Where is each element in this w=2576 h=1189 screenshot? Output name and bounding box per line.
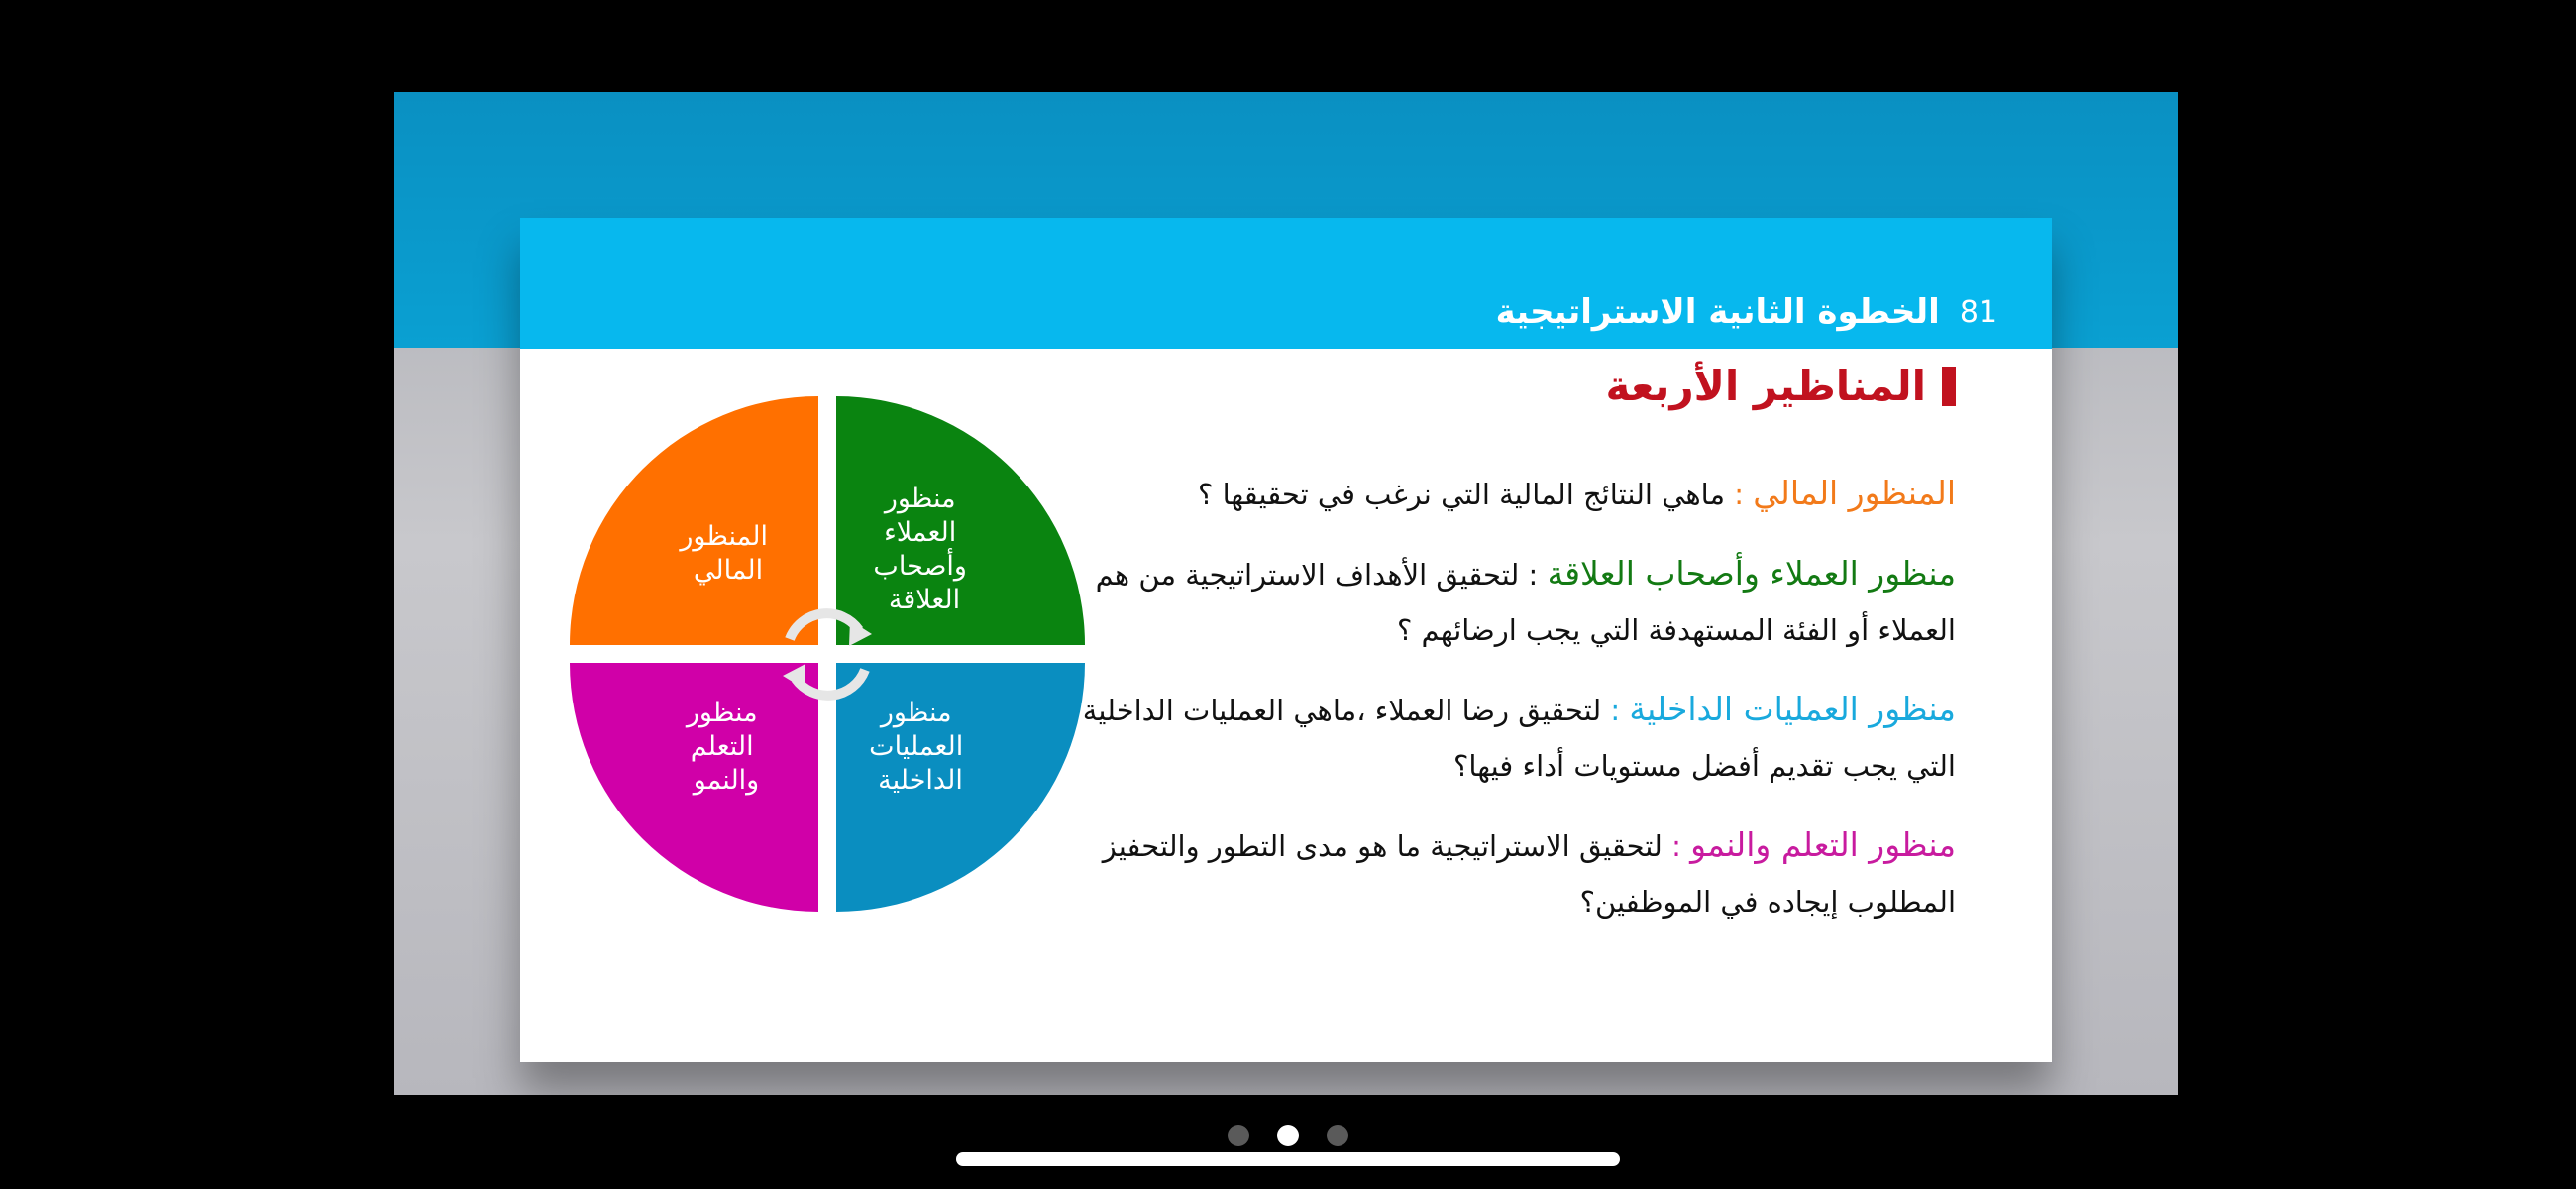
perspective-internal: منظور العمليات الداخلية : لتحقيق رضا العملاء ،ماهي العمليات الداخلية التي يجب تقديم أفضل مستويات أداء فيها؟ <box>1082 690 1956 783</box>
four-perspectives-diagram <box>570 396 1085 912</box>
perspective-body: لتحقيق الأهداف الاستراتيجية من هم العملاء أو الفئة المستهدفة التي يجب ارضائهم ؟ <box>1095 558 1956 647</box>
quadrant-label-internal: منظور العمليات الداخلية <box>869 698 964 796</box>
page-dot[interactable] <box>1228 1125 1249 1146</box>
perspectives-text <box>1064 466 1956 953</box>
perspective-customers: منظور العملاء وأصحاب العلاقة : لتحقيق الأهداف الاستراتيجية من هم العملاء أو الفئة المستهدفة التي يجب ارضائهم ؟ <box>1095 554 1956 647</box>
slide-card <box>520 218 2052 1062</box>
perspective-head: منظور التعلم والنمو <box>1690 825 1956 864</box>
cycle-arrows-icon <box>783 613 872 696</box>
slide-frame <box>394 92 2178 1095</box>
perspective-learning: منظور التعلم والنمو : لتحقيق الاستراتيجية ما هو مدى التطور والتحفيز المطلوب إيجاده في الموظفين؟ <box>1102 825 1956 919</box>
page-indicator <box>0 1125 2576 1148</box>
page-number: 81 <box>1959 294 1997 330</box>
quadrant-label-customers: منظور العملاء وأصحاب العلاقة <box>873 484 967 615</box>
perspective-head: المنظور المالي <box>1753 474 1956 512</box>
quadrant-label-financial: المنظور المالي <box>680 521 769 586</box>
perspective-head: منظور العمليات الداخلية <box>1629 690 1956 728</box>
perspective-financial: المنظور المالي : ماهي النتائج المالية التي نرغب في تحقيقها ؟ <box>1197 474 1956 512</box>
section-title-text: المناظير الأربعة <box>1605 362 1926 410</box>
page-dot-active[interactable] <box>1277 1125 1299 1146</box>
perspective-body: لتحقيق رضا العملاء ،ماهي العمليات الداخلية التي يجب تقديم أفضل مستويات أداء فيها؟ <box>1082 694 1956 783</box>
perspective-head: منظور العملاء وأصحاب العلاقة <box>1547 554 1956 593</box>
header-title: الخطوة الثانية الاستراتيجية <box>1495 292 1940 332</box>
perspective-body: لتحقيق الاستراتيجية ما هو مدى التطور والتحفيز المطلوب إيجاده في الموظفين؟ <box>1102 829 1956 919</box>
page-dot[interactable] <box>1327 1125 1348 1146</box>
perspective-body: ماهي النتائج المالية التي نرغب في تحقيقها ؟ <box>1197 478 1726 511</box>
section-title <box>1606 362 1957 410</box>
home-indicator[interactable] <box>956 1152 1620 1166</box>
quadrant-label-learning: منظور التعلم والنمو <box>686 698 760 796</box>
slide-header <box>520 218 2052 349</box>
title-accent-bar <box>1942 367 1956 406</box>
